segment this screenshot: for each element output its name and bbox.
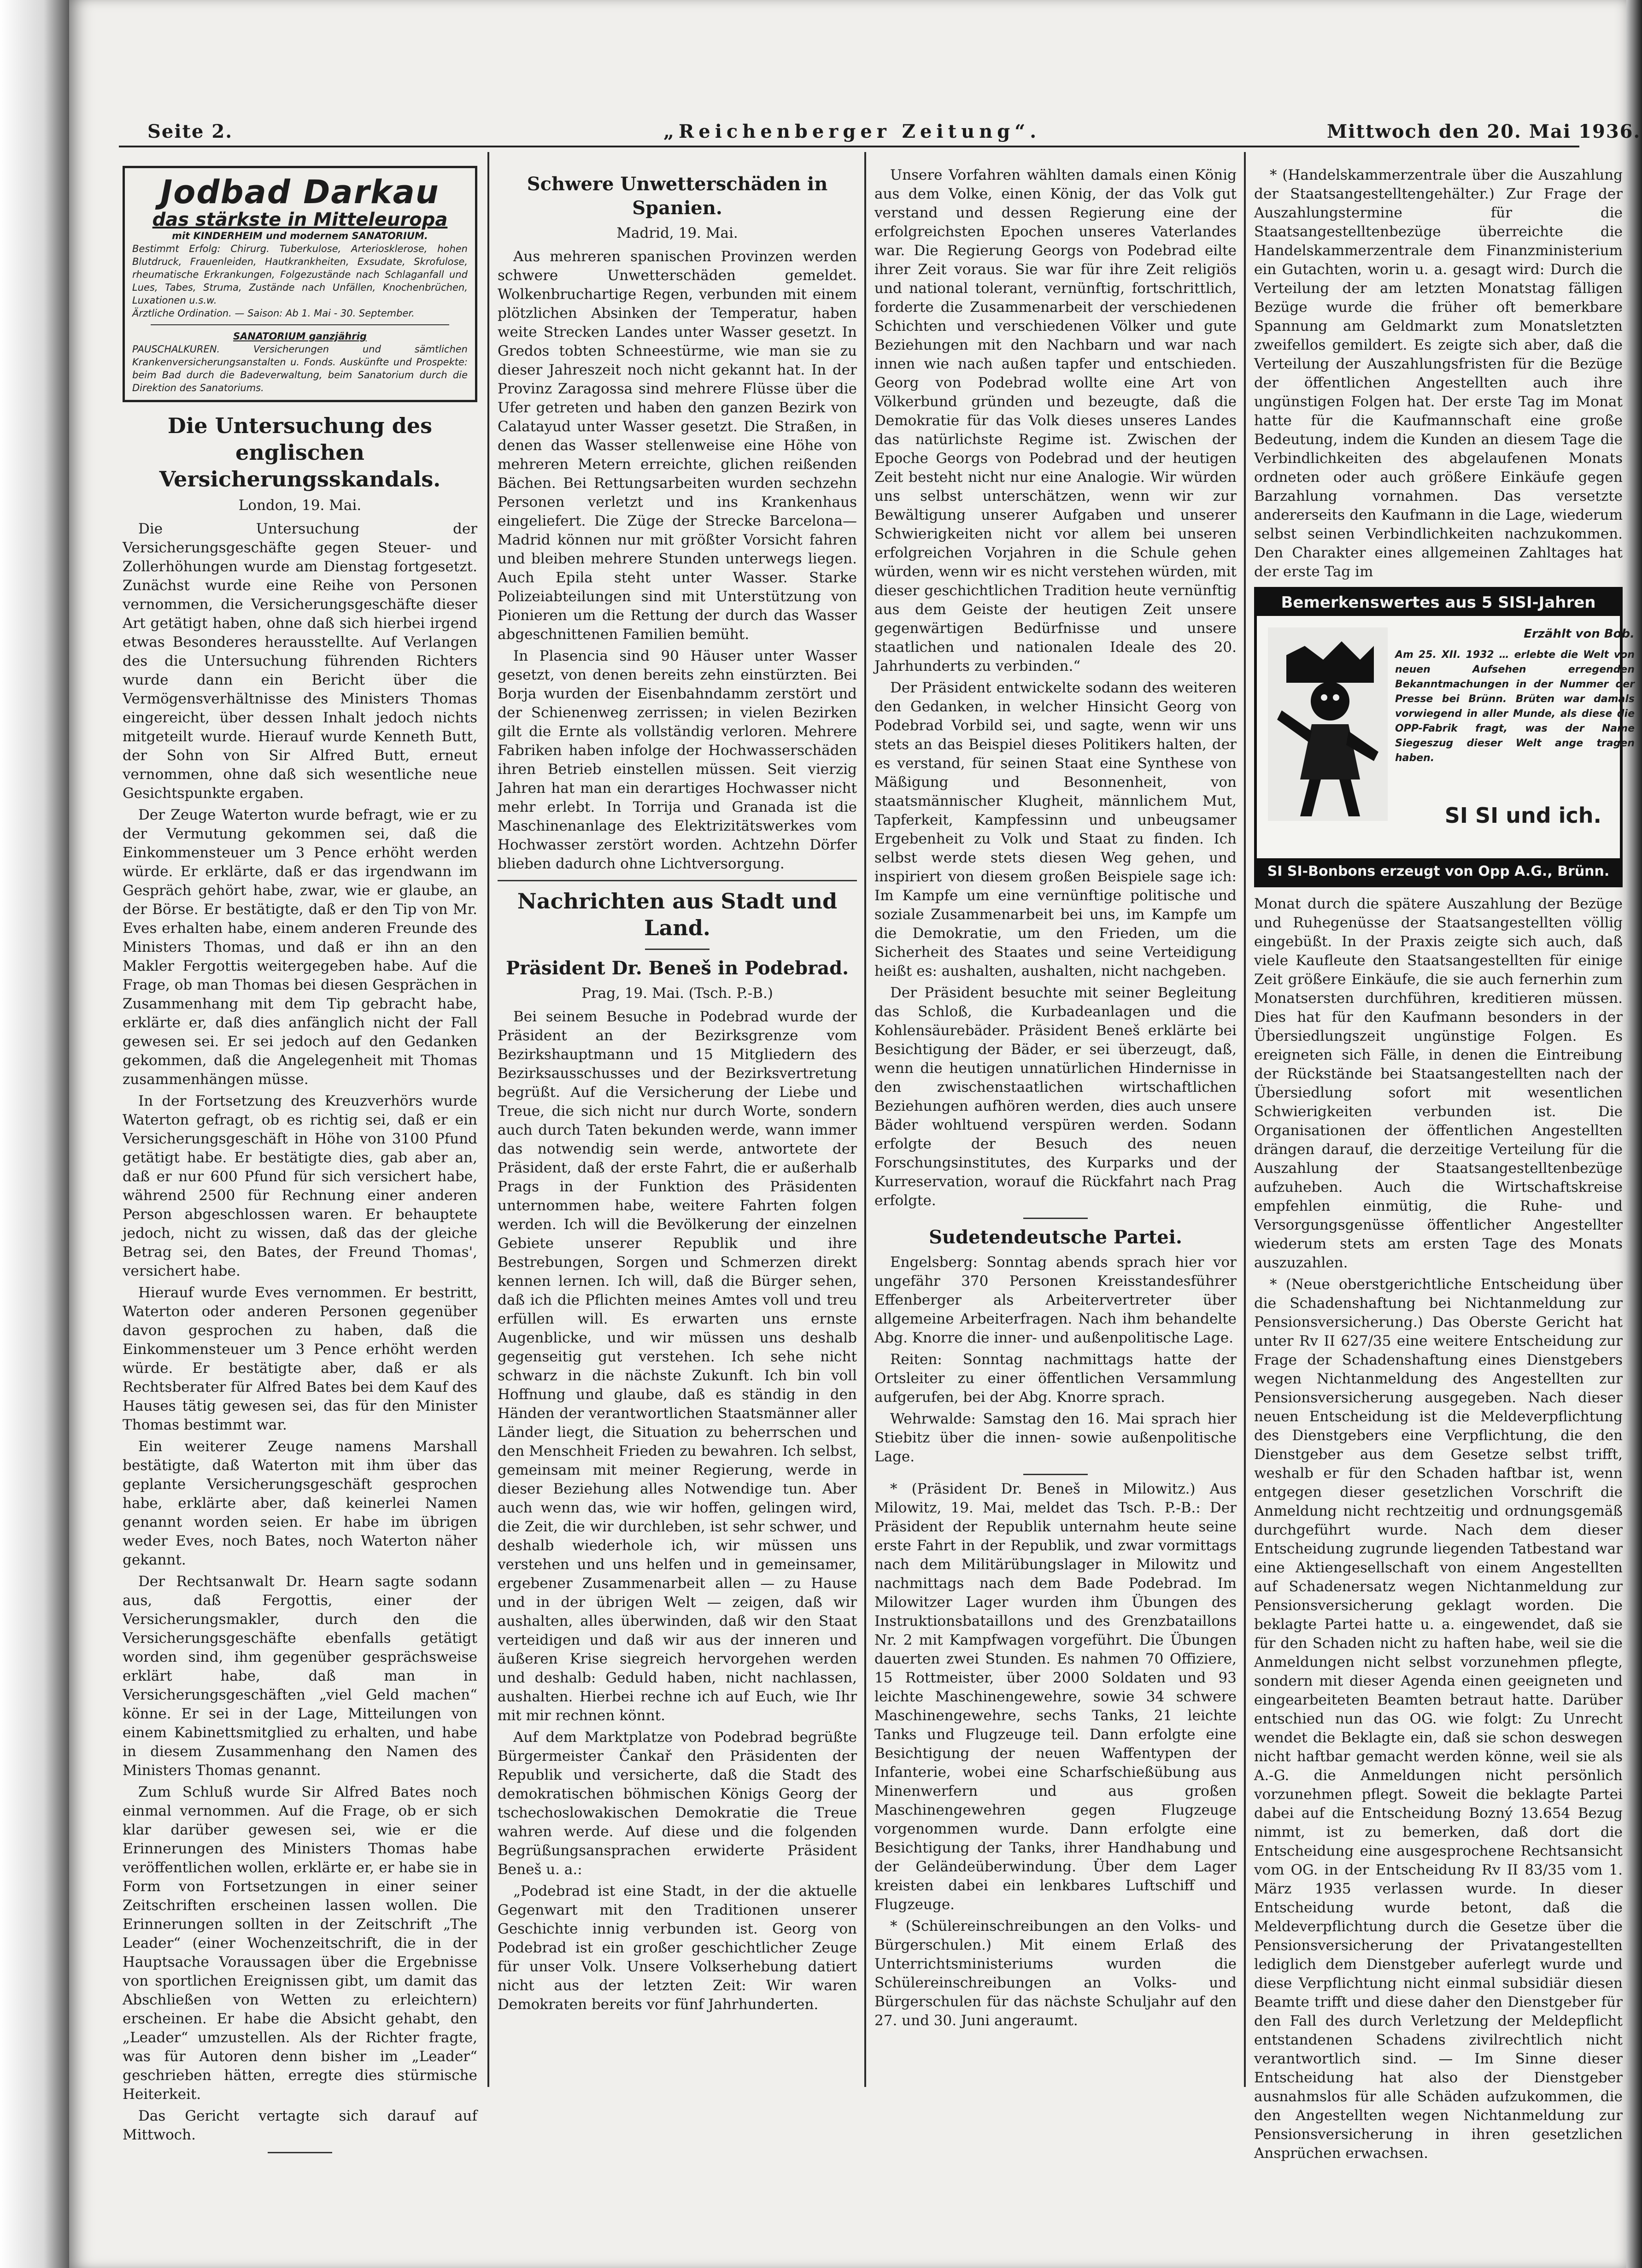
paragraph: Der Zeuge Waterton wurde befragt, wie er zu der Vermutung gekommen sei, daß die Einkommensteuer um 3 Pence erhöht werden würde. Er erklärte, daß er das irgendwann im Gespräch gehört habe, zwar, wie er glaube, an der Börse. Er bestätigte, daß er den Tip von Mr. Eves erhalten habe, einem anderen Freunde des Ministers Thomas, und daß er ihn an den Makler Fergottis weitergegeben habe. Auf die Frage, ob man Thomas bei diesen Gesprächen in Zusammenhang mit dem Tip gebracht habe, erklärte er, daß dies anfänglich nicht der Fall gewesen sei. Er sei jedoch auf den Gedanken gekommen, daß die Angelegenheit mit Thomas zusammenhängen müsse.: [123, 807, 477, 1088]
scan-right-edge: [1626, 0, 1642, 2268]
header-rule: [119, 146, 1579, 147]
paragraph: In der Fortsetzung des Kreuzverhörs wurde Waterton gefragt, ob es richtig sei, daß er ein Versicherungsgeschäft in Höhe von 3100 Pfund getätigt habe. Er bestätigte dies, gab aber an, daß er nur 600 Pfund für sich versichert habe, während 2500 für Rechnung einer anderen Person abgeschlossen waren. Er behauptete jedoch, nicht zu wissen, daß das der gleiche Betrag sei, den Bates, der Freund Thomas', versichert habe.: [123, 1093, 477, 1279]
paragraph: Ein weiterer Zeuge namens Marshall bestätigte, daß Waterton mit ihm über das geplante Versicherungsgeschäft gesprochen habe, erklärte aber, daß keinerlei Namen genannt worden seien. Er habe im übrigen weder Eves, noch Bates, noch Waterton näher gekannt.: [123, 1438, 477, 1568]
article-headline: Schwere Unwetterschäden in Spanien.: [527, 173, 828, 219]
paragraph: Aus mehreren spanischen Provinzen werden schwere Unwetterschäden gemeldet. Wolkenbruchartige Regen, verbunden mit einem plötzlichen Absinken der Temperatur, haben weite Strecken Landes unter Wasser gesetzt. In Gredos tobten Schneestürme, wie man sie zu dieser Jahreszeit noch nicht gekannt hat. In der Provinz Zaragossa sind mehrere Flüsse über die Ufer getreten und haben den ganzen Bezirk von Calatayud unter Wasser gesetzt. Die Straßen, in denen das Wasser stellenweise eine Höhe von mehreren Metern erreichte, glichen reißenden Bächen. Bei Rettungsarbeiten wurden sechzehn Personen verletzt und ins Krankenhaus eingeliefert. Die Züge der Strecke Barcelona—Madrid können nur mit größter Vorsicht fahren und bleiben mehrere Stunden unterwegs liegen. Auch Epila steht unter Wasser. Starke Polizeiabteilungen sind mit Unterstützung von Pionieren um die Rettung der durch das Wasser abgeschnittenen Familien bemüht.: [498, 248, 857, 643]
paragraph: „Podebrad ist eine Stadt, in der die aktuelle Gegenwart mit den Traditionen unserer Geschichte innig verbunden ist. Georg von Podebrad ist ein großer geschichtlicher Zeuge für unser Volk. Unsere Volkserhebung datiert nicht aus der letzten Zeit: Wir waren Demokraten bereits vor fünf Jahrhunderten.: [498, 1883, 857, 2013]
dateline: London, 19. Mai.: [238, 497, 362, 514]
paragraph: Bei seinem Besuche in Podebrad wurde der Präsident an der Bezirksgrenze vom Bezirkshauptmann und 15 Mitgliedern des Bezirksausschusses und der Bezirksvertretung begrüßt. Auf die Versicherung der Liebe und Treue, die sich nicht nur durch Worte, sondern auch durch Taten bekunden werde, wann immer das notwendig sein werde, antwortete der Präsident, daß der erste Fahrt, die er außerhalb Prags in der Funktion des Präsidenten unternommen habe, weitere Fahrten folgen werden. Ich will die Bevölkerung der einzelnen Gebiete unserer Republik und ihre Bestrebungen, Sorgen und Schmerzen direkt kennen lernen. Ich will, daß die Bürger sehen, daß ich die Pflichten meines Amtes voll und treu erfüllen will. Es erwarten uns ernste Augenblicke, und wir müssen uns deshalb gegenseitig gut verstehen. Ich sehe nicht schwarz in die nächste Zukunft. Ich bin voll Hoffnung und glaube, daß es ständig in den Händen der verantwortlichen Staatsmänner aller Länder liegt, die Situation zu beherrschen und den Menschheit Frieden zu bewahren. Ich selbst, gemeinsam mit meiner Regierung, werde in dieser Beziehung alles Notwendige tun. Aber auch wenn das, wie wir hoffen, gelingen wird, die Zeit, die wir durchleben, ist sehr schwer, und deshalb wiederhole ich, wir müssen uns verstehen und uns helfen und in gemeinsamer, ergebener Zusammenarbeit allen — zu Hause und in der übrigen Welt — zeigen, daß wir aushalten, alles überwinden, daß wir den Staat verteidigen und daß wir aus der inneren und äußeren Krise siegreich hervorgehen werden und deshalb: Geduld haben, nicht nachlassen, aushalten. Hierbei rechne ich auf Euch, wie Ihr mit mir rechnen könnt.: [498, 1008, 857, 1724]
paragraph: Monat durch die spätere Auszahlung der Bezüge und Ruhegenüsse der Staatsangestellten völlig eingebüßt. In der Praxis zeigte sich auch, daß viele Kaufleute den Staatsangestellten für einige Zeit größere Einkäufe, die sie auch fernerhin zum Monatsersten durchführen, kreditieren müssen. Dies hat für den Kaufmann besonders in der Übersiedlungszeit ungünstige Folgen. Es ereigneten sich Fälle, in denen die Eintreibung der Rückstände bei Staatsangestellten nach der Übersiedlung sofort mit wesentlichen Schwierigkeiten verbunden ist. Die Organisationen der öffentlichen Angestellten drängen darauf, die derzeitige Verteilung für die Auszahlung der Staatsangestelltenbezüge aufzuheben. Auch die Wirtschaftskreise empfehlen einmütig, die Ruhe- und Versorgungsgenüsse öffentlicher Angestellter wiederum stets am ersten Tage des Monats auszuzahlen.: [1254, 896, 1623, 1271]
paragraph: Auf dem Marktplatze von Podebrad begrüßte Bürgermeister Čankař den Präsidenten der Republik und versicherte, daß die Stadt des demokratischen böhmischen Königs Georg der tschechoslowakischen Demokratie die Treue wahren werde. Auf diese und die folgenden Begrüßungsansprachen erwiderte Präsident Beneš u. a.:: [498, 1729, 857, 1878]
article-rule: [1023, 1218, 1088, 1219]
section-rule: [498, 880, 857, 881]
ad-line: mit KINDERHEIM und modernem SANATORIUM.: [172, 230, 428, 241]
column-4: [1254, 166, 1635, 2166]
paragraph: Der Rechtsanwalt Dr. Hearn sagte sodann aus, daß Fergottis, einer der Versicherungsmakler, durch den die Versicherungsgeschäfte ebenfalls getätigt worden sind, ihm gegenüber gesprächsweise erklärt habe, daß man in Versicherungsgeschäften „viel Geld machen“ könne. Er sei in der Lage, Mitteilungen von einem Kabinettsmitglied zu erhalten, und habe in diesem Zusammenhang den Namen des Ministers Thomas genannt.: [123, 1573, 477, 1779]
ad-author: Erzählt von Bob.: [1524, 627, 1635, 641]
section-title: Nachrichten aus Stadt und Land.: [517, 889, 838, 940]
column-2: [498, 166, 857, 2017]
dateline: Madrid, 19. Mai.: [616, 225, 738, 241]
column-rule-1: [487, 152, 489, 2087]
paragraph: Unsere Vorfahren wählten damals einen König aus dem Volke, einen König, der das Volk gut verstand und dessen Regierung eine der erfolgreichsten Epochen unseres Vaterlandes war. Die Regierung Georgs von Podebrad eilte ihrer Zeit voraus. Sie war für ihre Zeit religiös und national tolerant, vernünftig, fortschrittlich, forderte die Zusammenarbeit der verschiedenen Schichten und verschiedenen Völker und gute Beziehungen mit den Nachbarn und war nach innen wie nach außen tapfer und entschieden. Georg von Podebrad wollte eine Art von Völkerbund gründen und bezeugte, daß die Demokratie für das Volk dieses unseres Landes das natürlichste Regime ist. Zwischen der Epoche Georgs von Podebrad und der heutigen Zeit besteht nicht nur eine Analogie. Wir würden uns selbst unterschätzen, wenn wir zur Bewältigung unserer Aufgaben und unserer Schwierigkeiten nicht vor allem bei unseren erfolgreichen Vorjahren in die Schule gehen würden, wenn wir es nicht verstehen würden, mit dieser geschichtlichen Tradition heute vernünftig aus dem Geiste der heutigen Zeit unsere gegenwärtigen Bedürfnisse und unsere staatlichen und nationalen Ideale des 20. Jahrhunderts zu verbinden.“: [874, 167, 1237, 674]
column-1: [123, 166, 477, 2158]
dancing-figure-illustration: [1268, 627, 1388, 821]
ad-line: PAUSCHALKUREN. Versicherungen und sämtlichen Krankenversicherungsanstalten u. Fonds. Auskünfte und Prospekte: beim Bad durch die Badeverwaltung, beim Sanatorium durch die Direktion des Sanatoriums.: [132, 344, 468, 393]
paragraph: Zum Schluß wurde Sir Alfred Bates noch einmal vernommen. Auf die Frage, ob er sich klar darüber gewesen sei, wie er die Erinnerungen des Ministers Thomas habe veröffentlichen wollen, erklärte er, er habe sie in Form von Fortsetzungen in einer seiner Zeitschriften erscheinen lassen wollen. Die Erinnerungen sollten in der Zeitschrift „The Leader“ (einer Wochenzeitschrift, die in der Hauptsache Voraussagen über die Ergebnisse von sportlichen Ereignissen gibt, um damit das Abschließen von Wetten zu erleichtern) erscheinen. Er habe die Absicht gehabt, den „Leader“ umzustellen. Als der Richter fragte, was für Autoren denn bisher im „Leader“ geschrieben hätten, erregte dies stürmische Heiterkeit.: [123, 1784, 477, 2103]
paragraph: Wehrwalde: Samstag den 16. Mai sprach hier Stiebitz über die innen- sowie außenpolitische Lage.: [874, 1411, 1237, 1465]
newspaper-title: „Reichenberger Zeitung“.: [663, 121, 1041, 142]
article-rule: [1023, 1474, 1088, 1475]
paragraph: Der Präsident entwickelte sodann des weiteren den Gedanken, in welcher Hinsicht Georg von Podebrad Vorbild sei, und sagte, wenn wir uns stets an das Beispiel dieses Politikers halten, der es verstand, für seinen Staat eine Synthese von Mäßigung und Besonnenheit, von staatsmännischer Klugheit, männlichem Mut, Tapferkeit, Kampfessinn und unbeugsamer Ergebenheit zu Volk und Staat zu finden. Ich selbst werde stets diesen Weg gehen, und inspiriert von diesem großen Beispiele sage ich: Im Kampfe um eine vernünftige politische und soziale Zusammenarbeit bei uns, im Kampfe um die Demokratie, um den Frieden, um die Sicherheit des Staates und seine Verteidigung heißt es: aushalten, aushalten, nicht nachgeben.: [874, 680, 1237, 979]
paragraph: Engelsberg: Sonntag abends sprach hier vor ungefähr 370 Personen Kreisstandesführer Effenberger als Arbeitervertreter über allgemeine Arbeiterfragen. Nach ihm behandelte Abg. Knorre die inner- und außenpolitische Lage.: [874, 1254, 1237, 1346]
dateline: Prag, 19. Mai. (Tsch. P.-B.): [581, 985, 773, 1002]
ad-story: [1395, 627, 1635, 766]
paragraph: Hierauf wurde Eves vernommen. Er bestritt, Waterton oder anderen Personen gegenüber davon gesprochen zu haben, daß die Einkommensteuer um 3 Pence erhöht werden würde. Er bestätigte aber, daß er als Rechtsberater für Alfred Bates bei dem Kauf des Hauses tätig gewesen sei, das für den Minister Thomas bestimmt war.: [123, 1284, 477, 1433]
ad-brand: SI SI und ich.: [1444, 803, 1601, 828]
article-headline: Präsident Dr. Beneš in Podebrad.: [505, 957, 849, 979]
paragraph: * (Präsident Dr. Beneš in Milowitz.) Aus Milowitz, 19. Mai, meldet das Tsch. P.-B.: Der Präsident der Republik unternahm heute seine erste Fahrt in der Republik, und zwar vormittags nach dem Militärübungslager in Milowitz und nachmittags nach dem Bade Podebrad. Im Milowitzer Lager wurden ihm Übungen des Instruktionsbataillons und des Grenzbataillons Nr. 2 mit Kampfwagen vorgeführt. Die Übungen dauerten zwei Stunden. Es nahmen 70 Offiziere, 15 Rottmeister, über 2000 Soldaten und 93 leichte Maschinengewehre, sowie 34 schwere Maschinengewehre, sechs Tanks, 21 leichte Tanks und Flugzeuge teil. Dann erfolgte eine Besichtigung der neuen Waffentypen der Infanterie, wobei eine Scharfschießübung aus Minenwerfern und aus großen Maschinengewehren gegen Flugzeuge vorgenommen wurde. Dann erfolgte eine Besichtigung der Tanks, ihrer Handhabung und der Geländeüberwindung. Über dem Lager kreisten dabei ein lenkbares Luftschiff und Flugzeuge.: [874, 1481, 1237, 1913]
column-3: [874, 166, 1237, 2033]
article-headline: Sudetendeutsche Partei.: [929, 1226, 1182, 1248]
ad-line: Ärztliche Ordination. — Saison: Ab 1. Mai - 30. September.: [132, 308, 415, 319]
paragraph: * (Neue oberstgerichtliche Entscheidung über die Schadenshaftung bei Nichtanmeldung zur Pensionsversicherung.) Das Oberste Gericht hat unter Rv II 627/35 eine weitere Entscheidung zur Frage der Schadenshaftung eines Dienstgebers wegen Nichtanmeldung des Angestellten zur Pensionsversicherung ausgegeben. Nach dieser neuen Entscheidung ist die Meldeverpflichtung des Dienstgebers eine Verpflichtung, die den Dienstgeber aus dem Gesetze selbst trifft, weshalb er für den Schaden haftbar ist, wenn entgegen dieser gesetzlichen Vorschrift die Anmeldung nicht rechtzeitig und ordnungsgemäß durchgeführt wurde. Nach dem dieser Entscheidung zugrunde liegenden Tatbestand war eine Aktiengesellschaft von einem Angestellten auf Schadenersatz wegen Nichtanmeldung zur Pensionsversicherung geklagt worden. Die beklagte Partei hatte u. a. eingewendet, daß sie für den Schaden nicht zu haften habe, weil sie die Anmeldungen nicht selbst vorzunehmen pflegte, sondern mit dieser Agenda einen geeigneten und eingearbeiteten Beamten betraut hatte. Darüber entschied nun das OG. wie folgt: Zu Unrecht wendet die Beklagte ein, daß sie schon deswegen nicht haftbar gemacht werden könne, weil sie als A.-G. die Anmeldungen nicht persönlich vorzunehmen pflegt. Soweit die beklagte Partei dabei auf die Entscheidung Bozný 13.654 Bezug nimmt, ist zu bemerken, daß dort die Entscheidung eine ausgesprochene Rechtsansicht vom OG. in der Entscheidung Rv II 83/35 vom 1. März 1935 verlassen wurde. In dieser Entscheidung wurde betont, daß die Meldeverpflichtung durch die Gesetze über die Pensionsversicherung der Privatangestellten lediglich dem Dienstgeber auferlegt wurde und diese Verpflichtung nicht einmal subsidiär diesen Beamte trifft und diese daher den Dienstgeber für den Fall des durch Verletzung der Meldepflicht entstandenen Schadens zivilrechtlich nicht verantwortlich sind. — Im Sinne dieser Entscheidung hat also der Dienstgeber ausnahmslos für alle Schäden aufzukommen, die den Angestellten wegen Nichtanmeldung zur Pensionsversicherung in ihren gesetzlichen Ansprüchen erwachsen.: [1254, 1276, 1623, 2162]
paragraph: In Plasencia sind 90 Häuser unter Wasser gesetzt, von denen bereits zehn einstürzten. Bei Borja wurden der Eisenbahndamm zerstört und der Schienenweg zerrissen; in vielen Bezirken gilt die Ernte als vollständig verloren. Mehrere Fabriken haben infolge der Hochwasserschäden ihren Betrieb einstellen müssen. Seit vierzig Jahren hat man ein derartiges Hochwasser nicht mehr erlebt. In Torrija und Granada ist die Maschinenanlage des Elektrizitätswerkes vom Hochwasser zerstört worden. Achtzehn Dörfer blieben dadurch ohne Lichtversorgung.: [498, 648, 857, 872]
darkau-advertisement: [123, 166, 477, 402]
ad-subtitle: das stärkste in Mitteleuropa: [152, 209, 448, 230]
sisi-advertisement: [1254, 587, 1635, 887]
ad-footer: SI SI-Bonbons erzeugt von Opp A.G., Brünn.: [1257, 858, 1620, 885]
paragraph: Der Präsident besuchte mit seiner Begleitung das Schloß, die Kurbadeanlagen und die Kohlensäurebäder. Präsident Beneš erklärte bei Besichtigung der Bäder, er sei überzeugt, daß, wenn die heutigen unnatürlichen Hindernisse in den zwischenstaatlichen wirtschaftlichen Beziehungen aufhören werden, dies auch unsere Bäder wohltuend verspüren werden. Sodann erfolgte der Besuch des neuen Forschungsinstitutes, des Kurparks und der Kurreservation, worauf die Rückfahrt nach Prag erfolgte.: [874, 985, 1237, 1209]
article-headline: Die Untersuchung des englischen Versicherungsskandals.: [159, 413, 441, 492]
paragraph: * (Schülereinschreibungen an den Volks- und Bürgerschulen.) Mit einem Erlaß des Unterrichtsministeriums wurden die Schülereinschreibungen an Volks- und Bürgerschulen für das nächste Schuljahr auf den 27. und 30. Juni angeraumt.: [874, 1918, 1237, 2029]
section-rule: [645, 949, 710, 950]
paragraph: Reiten: Sonntag nachmittags hatte der Ortsleiter zu einer öffentlichen Versammlung aufgerufen, bei der Abg. Knorre sprach.: [874, 1351, 1237, 1406]
page-number: Seite 2.: [147, 121, 233, 142]
ad-body: Am 25. XII. 1932 … erlebte die Welt von neuen Aufsehen erregenden Bekanntmachungen in der Nummer der Presse bei Brünn. Brüten war damals vorwiegend in aller Munde, als diese die OPP-Fabrik fragt, was der Name Siegeszug dieser Welt ange tragen haben.: [1395, 649, 1635, 764]
ad-divider: [151, 324, 449, 325]
end-rule: [268, 2152, 332, 2153]
ad-title: Jodbad Darkau: [160, 173, 440, 211]
paragraph: Die Untersuchung der Versicherungsgeschäfte gegen Steuer- und Zollerhöhungen wurde am Dienstag fortgesetzt. Zunächst wurde eine Reihe von Personen vernommen, die Versicherungsgeschäfte dieser Art getätigt haben, ohne daß sich hierbei irgend etwas Besonderes herausstellte. Auf Verlangen des die Untersuchung führenden Richters wurde dann ein Bericht über die Vermögensverhältnisse des Ministers Thomas eingereicht, über dessen Inhalt jedoch nichts mitgeteilt wurde. Hierauf wurde Kenneth Butt, der Sohn von Sir Alfred Butt, erneut vernommen, ohne daß sich wesentliche neue Gesichtspunkte ergaben.: [123, 521, 477, 802]
ad-line: SANATORIUM ganzjährig: [233, 331, 367, 342]
paragraph: Das Gericht vertagte sich darauf auf Mittwoch.: [123, 2108, 477, 2143]
issue-date: Mittwoch den 20. Mai 1936.: [1327, 121, 1641, 142]
ad-title: Bemerkenswertes aus 5 SISI-Jahren: [1257, 590, 1620, 616]
column-rule-3: [1244, 152, 1246, 2087]
column-rule-2: [864, 152, 866, 2087]
ad-line: Bestimmt Erfolg: Chirurg. Tuberkulose, Arteriosklerose, hohen Blutdruck, Frauenleiden, Hautkrankheiten, Exsudate, Skrofulose, rheumatische Erkrankungen, Folgezustände nach Schlaganfall und Lues, Tabes, Struma, Zustände nach Unfällen, Knochenbrüchen, Luxationen u.s.w.: [132, 243, 468, 306]
paragraph: * (Handelskammerzentrale über die Auszahlung der Staatsangestelltengehälter.) Zur Frage der Auszahlungstermine für die Staatsangestelltenbezüge überreichte die Handelskammerzentrale dem Finanzministerium ein Gutachten, worin u. a. gesagt wird: Durch die Verteilung der am letzten Monatstag fälligen Bezüge wurde die früher oft bemerkbare Spannung am Geldmarkt zum Monatsletzten zweifellos gemildert. Es zeigte sich aber, daß die Verteilung der Auszahlungsfristen für die Bezüge der öffentlichen Angestellten auch ihre ungünstigen Folgen hat. Der erste Tag im Monat hatte für die Kaufmannschaft eine große Bedeutung, indem die Kunden an diesem Tage die Verbindlichkeiten des abgelaufenen Monats ordneten oder auch größere Einkäufe gegen Barzahlung vornahmen. Das versetzte andererseits den Kaufmann in die Lage, wiederum selbst seinen Verbindlichkeiten nachzukommen. Den Charakter eines allgemeinen Zahltages hat der erste Tag im: [1254, 167, 1623, 580]
